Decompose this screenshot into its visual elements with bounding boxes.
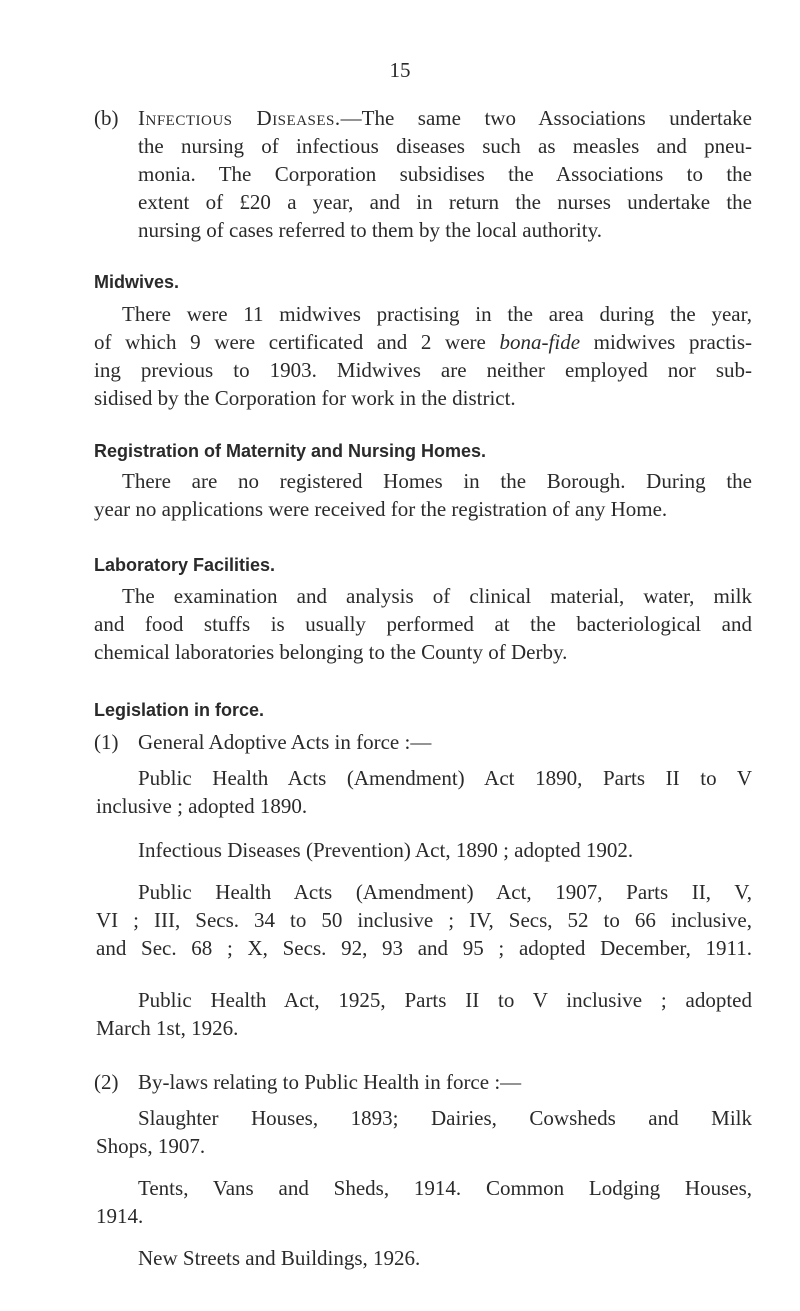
section-b-line: monia. The Corporation subsidises the Associations to the [138,162,752,186]
laboratory-line: chemical laboratories belonging to the County of Derby. [94,640,568,664]
act-line: Public Health Acts (Amendment) Act 1890, Parts II to V [138,766,752,790]
section-b-paragraph [138,104,752,244]
section-b-label: (b) [94,106,119,130]
act-line: Public Health Acts (Amendment) Act, 1907, Parts II, V, [138,880,752,904]
midwives-line: ing previous to 1903. Midwives are neither employed nor sub- [94,358,752,382]
item1-act-c [96,878,752,962]
section-b-text: —The same two Associations undertake [340,106,752,130]
midwives-paragraph [94,300,752,412]
bona-fide-term: bona-fide [499,330,581,354]
bylaw-line: Shops, 1907. [96,1134,206,1158]
act-line: Public Health Act, 1925, Parts II to V inclusive ; adopted [138,988,752,1012]
item2-label: (2) [94,1070,119,1094]
item2-bylaw-c [96,1244,752,1272]
item1-act-b [96,836,752,864]
laboratory-heading: Laboratory Facilities. [94,555,276,575]
bylaw-line: Slaughter Houses, 1893; Dairies, Cowsheds and Milk [138,1106,752,1130]
item2-title: By-laws relating to Public Health in force :— [138,1070,522,1094]
section-b-line: the nursing of infectious diseases such as measles and pneu- [138,134,752,158]
midwives-text: midwives practis- [580,330,752,354]
laboratory-paragraph [94,582,752,666]
registration-heading: Registration of Maternity and Nursing Homes. [94,441,487,461]
registration-line: year no applications were received for the registration of any Home. [94,497,668,521]
laboratory-line: and food stuffs is usually performed at the bacteriological and [94,612,752,636]
registration-paragraph [94,467,752,523]
act-line: Infectious Diseases (Prevention) Act, 1890 ; adopted 1902. [138,838,634,862]
item1-label: (1) [94,730,119,754]
item1-act-d [96,986,752,1042]
midwives-line: There were 11 midwives practising in the area during the year, [122,302,752,326]
midwives-text: of which 9 were certificated and 2 were [94,330,500,354]
item2-bylaw-b [96,1174,752,1230]
act-line: March 1st, 1926. [96,1016,239,1040]
act-line: VI ; III, Secs. 34 to 50 inclusive ; IV, Secs, 52 to 66 inclusive, [96,908,752,932]
midwives-heading: Midwives. [94,272,180,292]
item1-act-a [96,764,752,820]
item2-bylaw-a [96,1104,752,1160]
bylaw-line: 1914. [96,1204,144,1228]
legislation-heading: Legislation in force. [94,700,265,720]
bylaw-line: New Streets and Buildings, 1926. [138,1246,421,1270]
act-line: and Sec. 68 ; X, Secs. 92, 93 and 95 ; adopted December, 1911. [96,936,752,960]
midwives-line: sidised by the Corporation for work in the district. [94,386,516,410]
bylaw-line: Tents, Vans and Sheds, 1914. Common Lodging Houses, [138,1176,752,1200]
section-b-line: nursing of cases referred to them by the local authority. [138,218,602,242]
laboratory-line: The examination and analysis of clinical material, water, milk [122,584,752,608]
item1-title: General Adoptive Acts in force :— [138,730,432,754]
section-b-heading: Infectious Diseases. [138,106,341,130]
page-number: 15 [389,58,411,82]
registration-line: There are no registered Homes in the Borough. During the [122,469,752,493]
act-line: inclusive ; adopted 1890. [96,794,308,818]
section-b-line: extent of £20 a year, and in return the nurses undertake the [138,190,752,214]
